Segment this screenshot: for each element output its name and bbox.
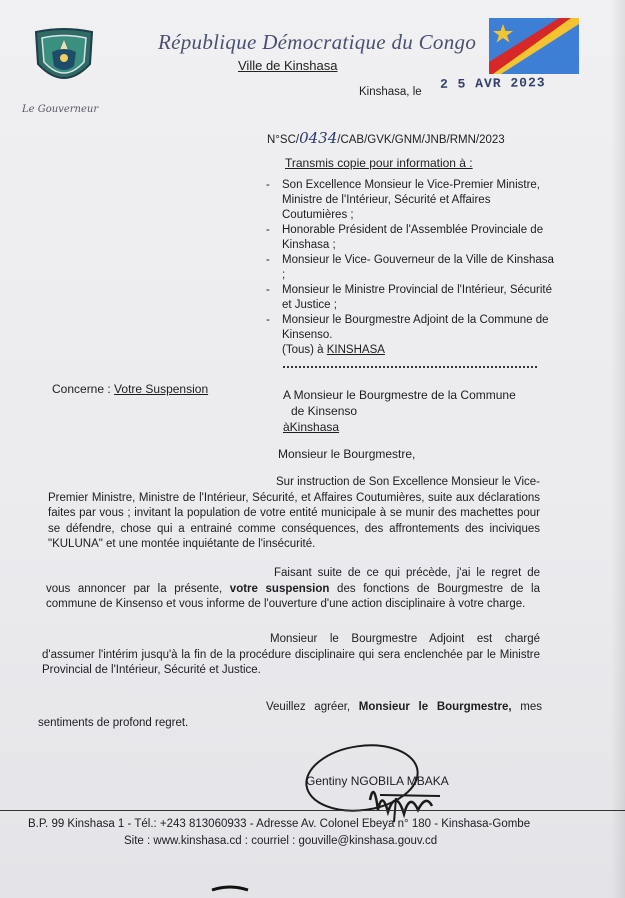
- salutation: Monsieur le Bourgmestre,: [278, 447, 416, 461]
- recipients-destination: [264, 343, 554, 358]
- place-date-prefix: Kinshasa, le: [359, 86, 422, 98]
- recipient-item: - Honorable Président de l'Assemblée Provinciale de Kinshasa ;: [264, 223, 554, 253]
- reference-number: [267, 129, 505, 147]
- paragraph-suspension-bold: votre suspension: [229, 582, 330, 595]
- paragraph-interim-text: Monsieur le Bourgmestre Adjoint est chargé d'assumer l'intérim jusqu'à la fin de la procédure disciplinaire qui sera enclenchée par le Ministre Provincial de l'Intérieur, Sécurité et Justice.: [42, 633, 540, 676]
- tous-prefix: (Tous) à: [282, 344, 324, 356]
- dotted-separator: [283, 366, 537, 368]
- gouverneur-label: Le Gouverneur: [22, 104, 99, 115]
- subject-label: Concerne :: [52, 382, 111, 396]
- addressee-line-3: àKinshasa: [283, 420, 340, 434]
- recipient-item: - Monsieur le Vice- Gouverneur de la Ville de Kinshasa ;: [264, 253, 554, 283]
- paragraph-instruction-text: Sur instruction de Son Excellence Monsieur le Vice-Premier Ministre, Ministre de l'Intérieur, Sécurité, et Affaires Coutumières, suite aux déclarations faites par vous ; invitant la population de votre entité municipale à se munir des machettes pour se défendre, chose qui a entrainé comme conséquences, des affrontements des inciviques "KULUNA" et une montée inquiétante de l'insécurité.: [48, 476, 540, 550]
- republic-title: République Démocratique du Congo: [158, 30, 477, 54]
- tous-city: KINSHASA: [326, 344, 385, 356]
- addressee-block: [283, 387, 553, 435]
- paragraph-closing-bold: Monsieur le Bourgmestre,: [358, 701, 512, 713]
- paragraph-closing-before: Veuillez agréer,: [266, 701, 351, 713]
- subject-line: [52, 382, 208, 396]
- footer-contact: Site : www.kinshasa.cd : courriel : gouville@kinshasa.gouv.cd: [124, 835, 438, 847]
- paragraph-closing: [38, 700, 542, 731]
- recipient-item: - Monsieur le Bourgmestre Adjoint de la Commune de Kinsenso.: [264, 313, 554, 343]
- recipient-item: - Monsieur le Ministre Provincial de l'Intérieur, Sécurité et Justice ;: [264, 283, 554, 313]
- footer-address: B.P. 99 Kinshasa 1 - Tél.: +243 813060933 - Adresse Av. Colonel Ebeya n° 180 - Kinshasa-Gombe: [28, 818, 531, 830]
- stamped-date: 2 5 AVR 2023: [439, 75, 546, 92]
- reference-handwritten-number: 0434: [299, 129, 338, 147]
- drc-flag-icon: [489, 18, 579, 74]
- reference-prefix: N°SC/: [267, 134, 300, 146]
- paragraph-suspension-after: des fonctions de Bourgmestre de la commune de Kinsenso et vous informe de l'ouverture d'une action disciplinaire à votre charge.: [46, 582, 541, 610]
- paragraph-interim: [42, 632, 540, 679]
- city-label: Ville de Kinshasa: [238, 58, 338, 73]
- reference-suffix: /CAB/GVK/GNM/JNB/RMN/2023: [337, 134, 505, 146]
- paragraph-instruction: [48, 475, 540, 553]
- addressee-line-1: A Monsieur le Bourgmestre de la Commune: [283, 388, 516, 402]
- copies-recipient-list: [264, 178, 554, 358]
- recipient-item: - Son Excellence Monsieur le Vice-Premier Ministre, Ministre de l'Intérieur, Sécurité et Affaires Coutumières ;: [264, 178, 554, 223]
- paragraph-closing-after: mes sentiments de profond regret.: [38, 701, 542, 729]
- signer-name: Gentiny NGOBILA MBAKA: [306, 774, 449, 788]
- footer-divider: [0, 810, 625, 811]
- paragraph-suspension-before: Faisant suite de ce qui précède, j'ai le regret de vous annoncer par la présente,: [46, 567, 540, 595]
- bottom-ink-mark: [210, 884, 250, 892]
- kinshasa-seal-icon: [30, 26, 98, 92]
- page-edge-shadow: [611, 0, 625, 898]
- addressee-line-2: de Kinsenso: [291, 404, 358, 418]
- copies-title: Transmis copie pour information à :: [285, 156, 473, 170]
- subject-text: Votre Suspension: [114, 382, 209, 396]
- paragraph-suspension: [46, 566, 540, 613]
